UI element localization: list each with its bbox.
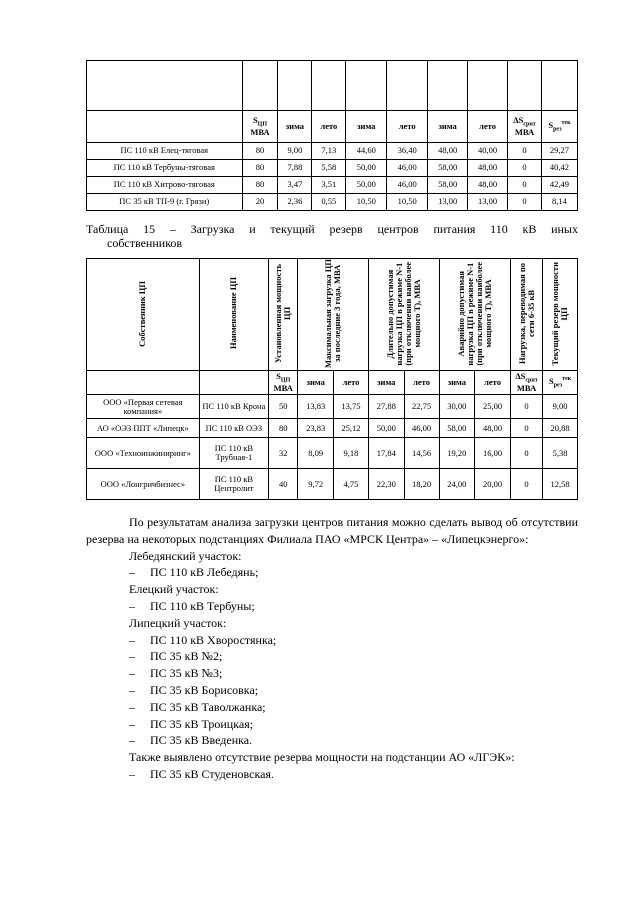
list-item: – ПС 110 кВ Лебедянь; bbox=[129, 565, 259, 580]
header-name: Наименование ЦП bbox=[199, 259, 268, 371]
conclusion-text bbox=[86, 514, 578, 783]
list-item: – ПС 35 кВ Троицкая; bbox=[129, 716, 254, 731]
list-item: – ПС 35 кВ Введенка. bbox=[129, 733, 253, 748]
table-row: ПС 110 кВ Тербуны-тяговая 80 7,88 5,58 50,00 46,00 58,00 48,00 0 40,42 bbox=[87, 160, 578, 177]
table-row: ПС 110 кВ Хитрово-тяговая 80 3,47 3,51 50,00 46,00 58,00 48,00 0 42,49 bbox=[87, 177, 578, 194]
table2-header bbox=[87, 259, 578, 371]
header-max-load: Максимальная загрузка ЦП за последние 3 года, МВА bbox=[298, 259, 369, 371]
header-owner: Собственник ЦП bbox=[87, 259, 200, 371]
list-item: – ПС 35 кВ Таволжанка; bbox=[129, 699, 266, 714]
table-other-owners bbox=[86, 258, 578, 500]
table2-subheader: $S_{ЦП}$ МВА зима лето зима лето зима лето $\Delta S_{срнт}$ МВА $S_{рез}^{тек}$ bbox=[87, 371, 578, 395]
header-installed: Установленная мощность ЦП bbox=[269, 259, 298, 371]
header-long-load: Длительно допустимая нагрузка ЦП в режиме N-1 (при отключении наиболее мощного Т), МВА bbox=[368, 259, 439, 371]
table1-subheader: $S_{ЦП}$ МВА зима лето зима лето зима лето $\Delta S_{срнт}$ МВА $S_{рез}^{тек}$ bbox=[87, 111, 578, 143]
table-load-reserve-continued bbox=[86, 60, 578, 211]
list-item: – ПС 110 кВ Тербуны; bbox=[129, 598, 255, 613]
header-emerg-load: Аварийно допустимая нагрузка ЦП в режиме N-1 (при отключении наиболее мощного Т), МВА bbox=[439, 259, 510, 371]
table1-header-top bbox=[87, 61, 578, 111]
list-item: – ПС 35 кВ Студеновская. bbox=[129, 766, 274, 781]
header-transferred: Нагрузка, переводимая по сети 6-35 кВ bbox=[510, 259, 542, 371]
section-label: Елецкий участок: bbox=[129, 582, 219, 597]
table-row: ООО «Техноинжиниринг» ПС 110 кВ Трубная-1 32 8,09 9,18 17,84 14,56 19,20 16,00 0 5,38 bbox=[87, 438, 578, 469]
paragraph: Также выявлено отсутствие резерва мощности на подстанции АО «ЛГЭК»: bbox=[129, 750, 515, 765]
table-caption: Таблица 15 – Загрузка и текущий резерв центров питания 110 кВ иных собственников bbox=[86, 222, 578, 251]
section-label: Липецкий участок: bbox=[129, 615, 227, 630]
paragraph: По результатам анализа загрузки центров питания можно сделать вывод об отсутствии резерва на некоторых подстанциях Филиала ПАО «МРСК Центра» – «Липецкэнерго»: bbox=[86, 515, 578, 546]
header-reserve: Текущий резерв мощности ЦП bbox=[543, 259, 578, 371]
table-row: АО «ОЭЗ ППТ «Липецк» ПС 110 кВ ОЭЗ 80 23,83 25,12 50,00 46,00 58,00 48,00 0 20,88 bbox=[87, 419, 578, 438]
table-row: ПС 35 кВ ТП-9 (г. Грязи) 20 2,36 0,55 10,50 10,50 13,00 13,00 0 8,14 bbox=[87, 194, 578, 211]
table-row: ООО «Первая сетевая компания» ПС 110 кВ Крона 50 13,83 13,75 27,88 22,75 30,00 25,00 0 9,00 bbox=[87, 395, 578, 419]
list-item: – ПС 35 кВ Борисовка; bbox=[129, 682, 259, 697]
section-label: Лебедянский участок: bbox=[129, 548, 242, 563]
table-row: ООО «Лонгричбизнес» ПС 110 кВ Центролит 40 9,72 4,75 22,30 18,20 24,00 20,00 0 12,58 bbox=[87, 469, 578, 500]
list-item: – ПС 35 кВ №3; bbox=[129, 666, 223, 681]
list-item: – ПС 35 кВ №2; bbox=[129, 649, 223, 664]
table-row: ПС 110 кВ Елец-тяговая 80 9,00 7,13 44,60 36,40 48,00 40,00 0 29,27 bbox=[87, 143, 578, 160]
list-item: – ПС 110 кВ Хворостянка; bbox=[129, 632, 277, 647]
